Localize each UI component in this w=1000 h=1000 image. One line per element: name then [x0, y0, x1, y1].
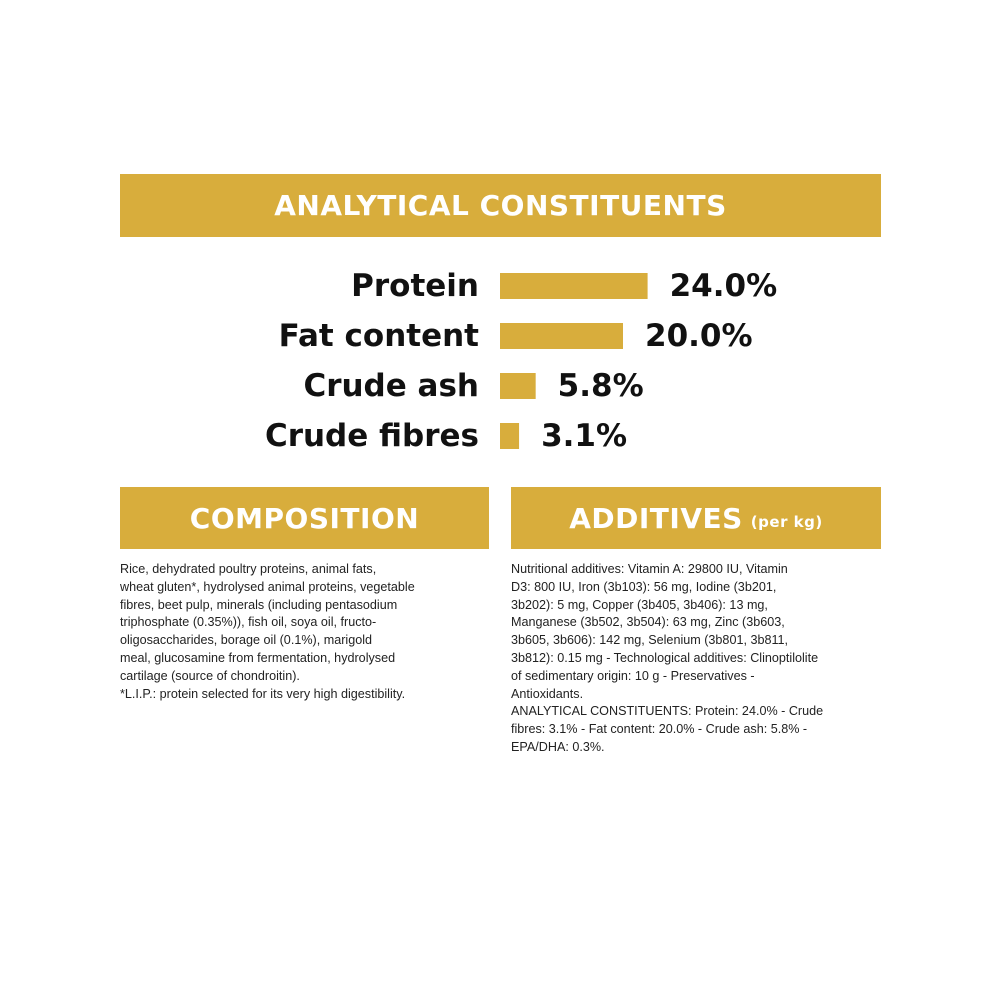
bar-crude-fibres — [500, 423, 519, 449]
analytical-constituents-chart — [0, 0, 1000, 480]
category-label-crude-ash: Crude ash — [303, 368, 479, 404]
chart-marks — [265, 268, 777, 454]
value-label-fat-content: 20.0% — [645, 318, 753, 354]
composition-title: COMPOSITION — [189, 501, 420, 535]
additives-title: ADDITIVES — [569, 501, 743, 535]
additives-title-suffix: (per kg) — [750, 513, 823, 531]
bar-crude-ash — [500, 373, 536, 399]
category-label-crude-fibres: Crude fibres — [264, 418, 479, 454]
additives-text: Nutritional additives: Vitamin A: 29800 IU, Vitamin D3: 800 IU, Iron (3b103): 56 mg, Iodine (3b201, 3b202): 5 mg, Copper (3b405, 3b406): 13 mg, Manganese (3b502, 3b504): 63 mg, Zinc (3b603, 3b605, 3b606): 142 mg, Selenium (3b801, 3b811, 3b812): 0.15 mg - Technological additives: Clinoptilolite of sedimentary origin: 10 g - Preservatives - Antioxidants. ANALYTICAL CONSTITUENTS: Protein: 24.0% - Crude fibres: 3.1% - Fat content: 20.0% - Crude ash: 5.8% - EPA/DHA: 0.3%. — [511, 562, 824, 754]
analytical-constituents-title: ANALYTICAL CONSTITUENTS — [274, 189, 727, 222]
value-label-crude-fibres: 3.1% — [541, 418, 628, 454]
bar-fat-content — [500, 323, 623, 349]
composition-text: Rice, dehydrated poultry proteins, animal fats, wheat gluten*, hydrolysed animal proteins, vegetable fibres, beet pulp, minerals (including pentasodium triphosphate (0.35%)), fish oil, soya oil, fructo- oligosaccharides, borage oil (0.1%), marigold meal, glucosamine from fermentation, hydrolysed cartilage (source of chondroitin). *L.I.P.: protein selected for its very high digestibility. — [120, 562, 415, 701]
composition-banner — [120, 487, 489, 549]
value-label-protein: 24.0% — [669, 268, 778, 304]
category-label-fat-content: Fat content — [278, 318, 479, 354]
value-label-crude-ash: 5.8% — [557, 368, 644, 404]
category-label-protein: Protein — [351, 268, 479, 304]
bar-protein — [500, 273, 648, 299]
additives-banner — [511, 487, 881, 549]
